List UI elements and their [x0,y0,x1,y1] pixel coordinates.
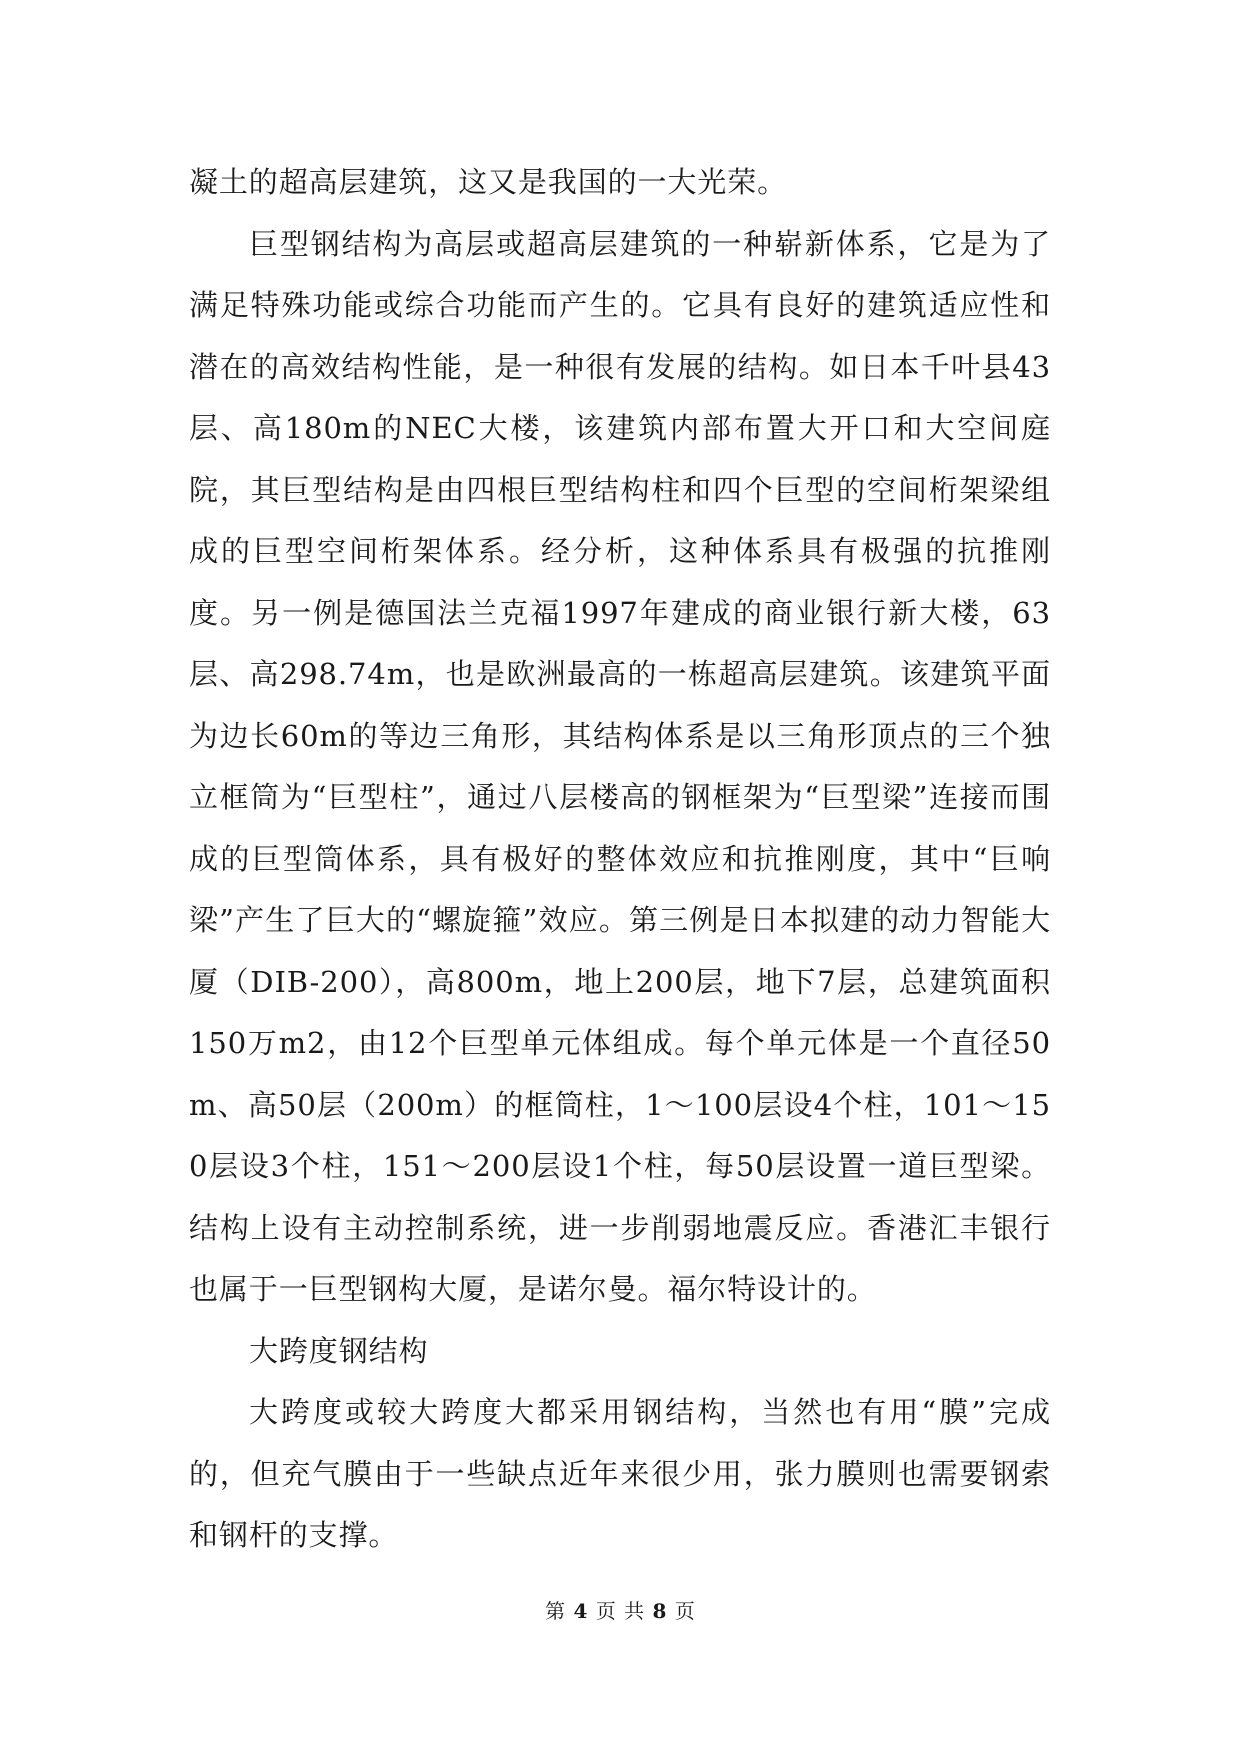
total-page-count: 8 [652,1599,668,1623]
document-body [189,152,1051,1567]
footer-suffix: 页 [674,1599,696,1623]
footer-prefix: 第 [545,1599,567,1623]
paragraph-continuation: 凝土的超高层建筑，这又是我国的一大光荣。 [189,165,788,199]
section-heading-long-span: 大跨度钢结构 [249,1333,429,1368]
page-footer [0,1597,1241,1625]
footer-middle: 页 共 [595,1599,646,1623]
paragraph-long-span-steel: 大跨度或较大跨度大都采用钢结构，当然也有用“膜”完成的，但充气膜由于一些缺点近年来很少用，张力膜则也需要钢索和钢杆的支撑。 [189,1395,1051,1552]
current-page-number: 4 [573,1599,589,1623]
paragraph-mega-steel-structure: 巨型钢结构为高层或超高层建筑的一种崭新体系，它是为了满足特殊功能或综合功能而产生的。它具有良好的建筑适应性和潜在的高效结构性能，是一种很有发展的结构。如日本千叶县43层、高180m的NEC大楼，该建筑内部布置大开口和大空间庭院，其巨型结构是由四根巨型结构柱和四个巨型的空间桁架梁组成的巨型空间桁架体系。经分析，这种体系具有极强的抗推刚度。另一例是德国法兰克福1997年建成的商业银行新大楼，63层、高298.74m，也是欧洲最高的一栋超高层建筑。该建筑平面为边长60m的等边三角形，其结构体系是以三角形顶点的三个独立框筒为“巨型柱”，通过八层楼高的钢框架为“巨型梁”连接而围成的巨型筒体系，具有极好的整体效应和抗推刚度，其中“巨响梁”产生了巨大的“螺旋箍”效应。第三例是日本拟建的动力智能大厦（DIB-200），高800m，地上200层，地下7层，总建筑面积150万m2，由12个巨型单元体组成。每个单元体是一个直径50m、高50层（200m）的框筒柱，1～100层设4个柱，101～150层设3个柱，151～200层设1个柱，每50层设置一道巨型梁。结构上设有主动控制系统，进一步削弱地震反应。香港汇丰银行也属于一巨型钢构大厦，是诺尔曼。福尔特设计的。 [189,226,1051,1306]
